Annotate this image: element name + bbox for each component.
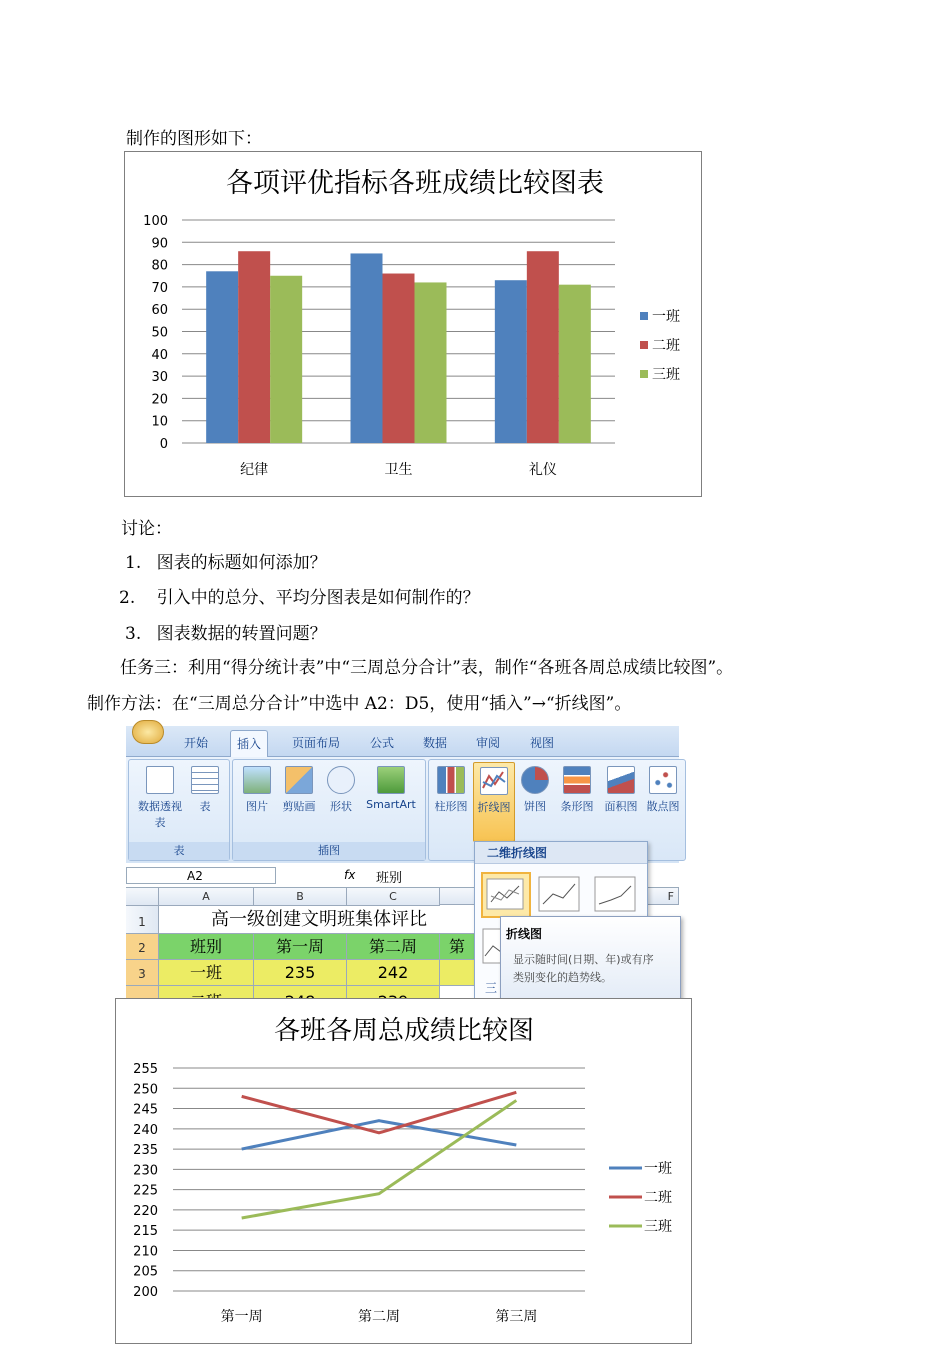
group-label-tables: 表: [129, 842, 229, 860]
discussion-heading: 讨论：: [121, 519, 172, 539]
column-header-a[interactable]: A: [159, 888, 254, 906]
discussion-item-number: 3.: [125, 624, 142, 644]
excel-screenshot: [126, 726, 679, 998]
pie-chart-icon: [521, 766, 549, 794]
y-tick-label: 210: [133, 1244, 158, 1260]
area-chart-icon: [607, 766, 635, 794]
bar-chart-label: 条形图: [560, 800, 594, 813]
x-tick-label: 第三周: [495, 1309, 538, 1325]
group-illustrations: [232, 759, 426, 861]
table-button[interactable]: [187, 766, 223, 814]
y-tick-label: 0: [159, 437, 168, 452]
line-option-icon: [537, 874, 583, 916]
tab-data[interactable]: 数据: [423, 736, 448, 750]
picture-icon: [243, 766, 271, 794]
line-chart-button[interactable]: [473, 762, 515, 842]
discussion-item-2: [119, 583, 480, 608]
bar: [559, 285, 591, 443]
y-tick-label: 205: [133, 1264, 158, 1280]
legend-swatch: [640, 370, 648, 378]
y-tick-label: 10: [151, 414, 168, 430]
y-tick-label: 215: [133, 1224, 158, 1240]
column-header-f[interactable]: F: [440, 888, 679, 905]
legend-swatch: [640, 341, 648, 349]
area-chart-button[interactable]: [601, 766, 641, 814]
sheet-title-cell[interactable]: 高一级创建文明班集体评比: [159, 906, 480, 934]
picture-button[interactable]: [239, 766, 275, 814]
column-header-c[interactable]: C: [347, 888, 440, 906]
task3-line2: 制作方法：在“三周总分合计”中选中 A2：D5，使用“插入”→“折线图”。: [87, 694, 632, 714]
clip-art-button[interactable]: [277, 766, 321, 814]
cell-b2[interactable]: 第一周: [254, 934, 347, 960]
clip-art-label: 剪贴画: [282, 800, 316, 813]
pivot-table-icon: [146, 766, 174, 794]
tab-formulas[interactable]: 公式: [370, 736, 395, 750]
tab-insert[interactable]: 插入: [230, 730, 268, 761]
formula-input[interactable]: 班别: [376, 871, 403, 886]
legend-label: 三班: [652, 367, 680, 383]
y-tick-label: 255: [133, 1062, 158, 1077]
bar: [238, 251, 270, 443]
task3-line1: 任务三：利用“得分统计表”中“三周总分合计”表，制作“各班各周总成绩比较图”。: [120, 658, 734, 678]
x-tick-label: 卫生: [384, 462, 413, 478]
pie-chart-label: 饼图: [524, 800, 546, 813]
y-tick-label: 40: [151, 347, 168, 363]
line-chart-icon: [480, 767, 508, 795]
y-tick-label: 90: [151, 236, 168, 252]
discussion-item-text: 图表数据的转置问题？: [156, 624, 327, 644]
office-button[interactable]: [132, 720, 164, 744]
y-tick-label: 250: [133, 1082, 158, 1098]
smartart-label: SmartArt: [366, 798, 416, 811]
y-tick-label: 240: [133, 1122, 158, 1138]
y-tick-label: 30: [151, 370, 168, 386]
area-chart-label: 面积图: [604, 800, 638, 813]
legend-label: 二班: [652, 338, 680, 354]
row-header-3[interactable]: 3: [126, 960, 159, 986]
3d-line-label: 三: [485, 981, 498, 995]
y-tick-label: 20: [151, 392, 168, 408]
x-tick-label: 第一周: [220, 1309, 263, 1325]
y-tick-label: 230: [133, 1163, 158, 1179]
row-header-1[interactable]: 1: [126, 906, 159, 934]
legend-swatch: [640, 312, 648, 320]
legend-label: 一班: [652, 309, 680, 325]
tooltip-text-1: 显示随时间(日期、年)或有序: [513, 953, 654, 966]
bar: [383, 274, 415, 443]
series-line: [242, 1100, 517, 1218]
shapes-icon: [327, 766, 355, 794]
line-option-1[interactable]: [481, 872, 531, 918]
row-header-2[interactable]: 2: [126, 934, 159, 960]
scatter-chart-button[interactable]: [643, 766, 683, 814]
tab-page-layout[interactable]: 页面布局: [292, 736, 341, 750]
tooltip-text-2: 类别变化的趋势线。: [513, 971, 612, 984]
y-tick-label: 80: [151, 258, 168, 274]
smartart-icon: [377, 766, 405, 794]
y-tick-label: 70: [151, 280, 168, 296]
y-tick-label: 235: [133, 1143, 158, 1159]
table-icon: [191, 766, 219, 794]
tab-home[interactable]: 开始: [184, 736, 209, 750]
pivot-table-button[interactable]: [135, 766, 185, 830]
bar: [527, 251, 559, 443]
discussion-item-text: 图表的标题如何添加？: [156, 553, 327, 573]
name-box[interactable]: A2: [126, 867, 276, 884]
line-chart: [116, 999, 691, 1343]
tab-view[interactable]: 视图: [530, 736, 555, 750]
x-tick-label: 纪律: [240, 462, 269, 478]
y-tick-label: 200: [133, 1285, 158, 1300]
cell-d2[interactable]: 第: [440, 934, 475, 960]
y-tick-label: 100: [143, 214, 168, 229]
scatter-chart-icon: [649, 766, 677, 794]
y-tick-label: 245: [133, 1102, 158, 1118]
line-chart-tooltip: [500, 916, 681, 1000]
discussion-item-1: [125, 548, 327, 573]
bar-chart: [125, 152, 701, 496]
cell-b3[interactable]: 235: [254, 960, 347, 986]
series-line: [242, 1121, 517, 1149]
discussion-item-text: 引入中的总分、平均分图表是如何制作的？: [156, 588, 480, 608]
legend-label: 一班: [644, 1161, 672, 1177]
discussion-item-3: [125, 619, 327, 644]
line-chart-title: 各班各周总成绩比较图: [273, 1016, 535, 1046]
y-tick-label: 60: [151, 303, 168, 319]
intro-text: 制作的图形如下：: [126, 129, 262, 149]
line-option-2[interactable]: [537, 874, 583, 916]
cell-a2[interactable]: 班别: [159, 934, 254, 960]
discussion-item-number: 2.: [119, 588, 136, 608]
smartart-button[interactable]: [361, 766, 421, 811]
bar: [495, 280, 527, 443]
bar: [351, 253, 383, 443]
group-tables: [128, 759, 230, 861]
group-label-illustrations: 插图: [233, 842, 425, 860]
discussion-item-number: 1.: [125, 553, 142, 573]
column-chart-label: 柱形图: [434, 800, 468, 813]
cell-a3[interactable]: 一班: [159, 960, 254, 986]
line-option-icon: [483, 874, 529, 916]
picture-label: 图片: [246, 800, 268, 813]
line-option-3[interactable]: [593, 874, 639, 916]
dropdown-title: 二维折线图: [475, 842, 647, 864]
bar: [206, 271, 238, 443]
y-tick-label: 225: [133, 1183, 158, 1199]
ribbon-tab-bar: [126, 726, 679, 757]
fx-icon[interactable]: fx: [344, 868, 356, 882]
pivot-table-label: 数据透视表: [138, 800, 182, 829]
shapes-button[interactable]: [323, 766, 359, 814]
bar-chart-container: [124, 151, 702, 497]
clip-art-icon: [285, 766, 313, 794]
line-chart-container: [115, 998, 692, 1344]
cell-c3[interactable]: 242: [347, 960, 440, 986]
y-tick-label: 50: [151, 325, 168, 341]
line-chart-label: 折线图: [477, 801, 511, 814]
bar-chart-button[interactable]: [555, 766, 599, 814]
select-all-corner[interactable]: [126, 888, 159, 906]
line-option-icon: [593, 874, 639, 916]
cell-c2[interactable]: 第二周: [347, 934, 440, 960]
pie-chart-button[interactable]: [517, 766, 553, 814]
scatter-chart-label: 散点图: [646, 800, 680, 813]
legend-label: 二班: [644, 1190, 672, 1206]
bar-chart-title: 各项评优指标各班成绩比较图表: [226, 168, 604, 199]
bar: [270, 276, 302, 443]
x-tick-label: 礼仪: [528, 462, 557, 478]
shapes-label: 形状: [330, 800, 352, 813]
column-header-b[interactable]: B: [254, 888, 347, 906]
bar-chart-icon: [563, 766, 591, 794]
bar: [415, 282, 447, 443]
legend-label: 三班: [644, 1219, 672, 1235]
column-chart-icon: [437, 766, 465, 794]
x-tick-label: 第二周: [358, 1309, 400, 1325]
y-tick-label: 220: [133, 1203, 158, 1219]
table-label: 表: [199, 800, 211, 813]
column-chart-button[interactable]: [431, 766, 471, 814]
tab-review[interactable]: 审阅: [476, 736, 501, 750]
cell-d3[interactable]: [440, 960, 475, 986]
tooltip-title: 折线图: [506, 927, 543, 941]
